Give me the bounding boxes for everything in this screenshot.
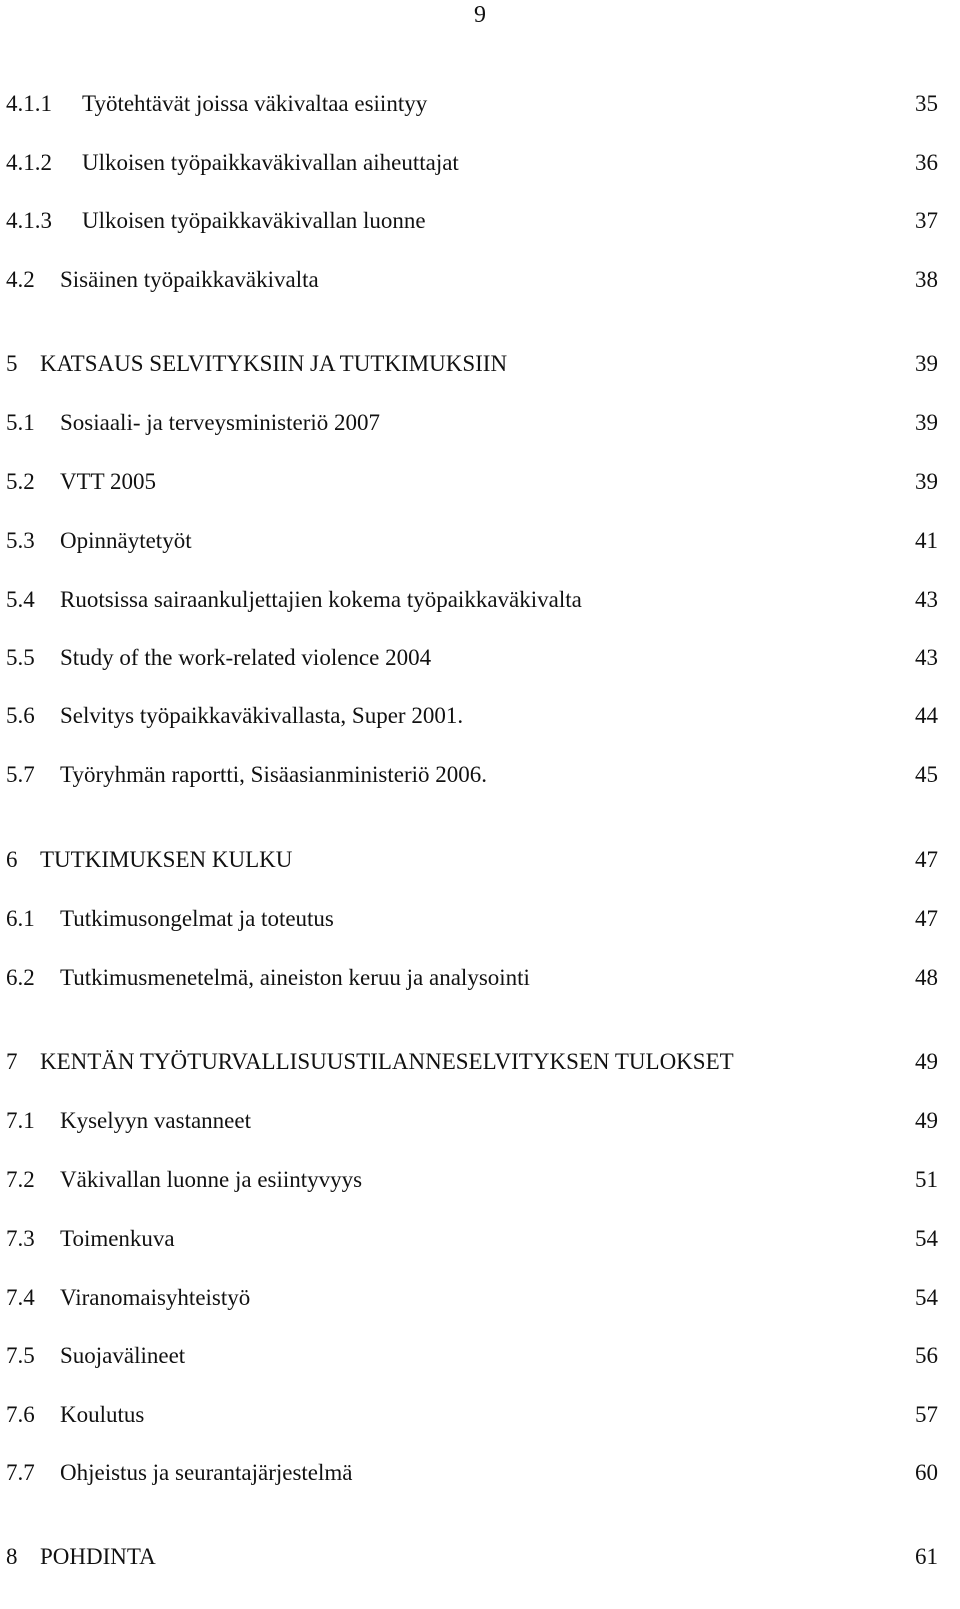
- toc-entry-4-1-1[interactable]: [6, 89, 938, 119]
- toc-entry-title: Tutkimusmenetelmä, aineiston keruu ja analysointi: [60, 965, 530, 990]
- toc-entry-7-2[interactable]: [6, 1165, 938, 1195]
- toc-entry-7[interactable]: [6, 1047, 938, 1077]
- toc-entry-number: 8: [6, 1544, 18, 1569]
- toc-entry-title: Opinnäytetyöt: [60, 528, 192, 553]
- toc-entry-title: KATSAUS SELVITYKSIIN JA TUTKIMUKSIIN: [40, 351, 508, 376]
- toc-entry-5-6[interactable]: [6, 701, 938, 731]
- toc-entry-number: 6.1: [6, 906, 35, 931]
- toc-entry-6-1[interactable]: [6, 904, 938, 934]
- toc-entry-number: 7.6: [6, 1402, 35, 1427]
- toc-entry-7-3[interactable]: [6, 1224, 938, 1254]
- toc-entry-number: 4.1.1: [6, 91, 52, 116]
- toc-entry-5-2[interactable]: [6, 467, 938, 497]
- toc-entry-title: Suojavälineet: [60, 1343, 186, 1368]
- toc-entry-7-5[interactable]: [6, 1341, 938, 1371]
- toc-entry-5-5[interactable]: [6, 643, 938, 673]
- toc-entry-title: Viranomaisyhteistyö: [60, 1285, 251, 1310]
- toc-entry-title: Työryhmän raportti, Sisäasianministeriö 2006.: [60, 762, 488, 787]
- toc-entry-number: 5.5: [6, 645, 35, 670]
- toc-entry-5-7[interactable]: [6, 760, 938, 790]
- toc-entry-5[interactable]: [6, 349, 938, 379]
- toc-entry-page: 48: [915, 965, 938, 990]
- toc-entry-7-6[interactable]: [6, 1400, 938, 1430]
- toc-entry-title: Sisäinen työpaikkaväkivalta: [60, 267, 319, 292]
- toc-entry-page: 47: [915, 906, 938, 931]
- toc-entry-title: Koulutus: [60, 1402, 145, 1427]
- toc-entry-number: 5.6: [6, 703, 35, 728]
- toc-entry-number: 5.3: [6, 528, 35, 553]
- toc-entry-number: 7.1: [6, 1108, 35, 1133]
- toc-entry-page: 37: [915, 208, 938, 233]
- toc-entry-5-3[interactable]: [6, 526, 938, 556]
- toc-entry-title: Ulkoisen työpaikkaväkivallan luonne: [82, 208, 426, 233]
- toc-entry-5-1[interactable]: [6, 408, 938, 438]
- toc-entry-6[interactable]: [6, 845, 938, 875]
- toc-entry-4-1-2[interactable]: [6, 148, 938, 178]
- toc-entry-title: TUTKIMUKSEN KULKU: [40, 847, 293, 872]
- toc-entry-title: Työtehtävät joissa väkivaltaa esiintyy: [82, 91, 428, 116]
- toc-entry-title: KENTÄN TYÖTURVALLISUUSTILANNESELVITYKSEN TULOKSET: [40, 1049, 734, 1074]
- toc-entry-number: 7.7: [6, 1460, 35, 1485]
- toc-entry-page: 39: [915, 410, 938, 435]
- toc-entry-title: Ohjeistus ja seurantajärjestelmä: [60, 1460, 353, 1485]
- toc-entry-page: 61: [915, 1544, 938, 1569]
- toc-entry-title: Ruotsissa sairaankuljettajien kokema työpaikkaväkivalta: [60, 587, 582, 612]
- toc-entry-number: 4.2: [6, 267, 35, 292]
- toc-entry-8[interactable]: [6, 1542, 938, 1572]
- toc-entry-7-4[interactable]: [6, 1283, 938, 1313]
- toc-entry-title: Ulkoisen työpaikkaväkivallan aiheuttajat: [82, 150, 459, 175]
- toc-entry-page: 51: [915, 1167, 938, 1192]
- toc-entry-4-1-3[interactable]: [6, 206, 938, 236]
- toc-entry-number: 5: [6, 351, 18, 376]
- toc-entry-page: 41: [915, 528, 938, 553]
- toc-entry-page: 39: [915, 469, 938, 494]
- toc-entry-5-4[interactable]: [6, 585, 938, 615]
- toc-entry-page: 54: [915, 1285, 938, 1310]
- toc-entry-number: 5.2: [6, 469, 35, 494]
- toc-entry-number: 7.3: [6, 1226, 35, 1251]
- toc-entry-number: 4.1.3: [6, 208, 52, 233]
- toc-entry-number: 7: [6, 1049, 18, 1074]
- toc-entry-page: 38: [915, 267, 938, 292]
- toc-entry-title: POHDINTA: [40, 1544, 156, 1569]
- toc-entry-number: 7.4: [6, 1285, 35, 1310]
- toc-entry-page: 39: [915, 351, 938, 376]
- toc-entry-page: 60: [915, 1460, 938, 1485]
- toc-entry-page: 36: [915, 150, 938, 175]
- toc-entry-page: 47: [915, 847, 938, 872]
- toc-entry-page: 56: [915, 1343, 938, 1368]
- toc-entry-page: 49: [915, 1049, 938, 1074]
- page-number: 9: [474, 2, 486, 28]
- toc-entry-page: 43: [915, 587, 938, 612]
- toc-entry-number: 5.1: [6, 410, 35, 435]
- toc-entry-page: 45: [915, 762, 938, 787]
- toc-entry-title: Väkivallan luonne ja esiintyvyys: [60, 1167, 363, 1192]
- toc-entry-title: Toimenkuva: [60, 1226, 175, 1251]
- toc-entry-page: 57: [915, 1402, 938, 1427]
- toc-entry-number: 5.7: [6, 762, 35, 787]
- toc-entry-number: 5.4: [6, 587, 35, 612]
- toc-entry-page: 43: [915, 645, 938, 670]
- toc-entry-title: Tutkimusongelmat ja toteutus: [60, 906, 334, 931]
- toc-entry-title: Selvitys työpaikkaväkivallasta, Super 2001.: [60, 703, 464, 728]
- toc-entry-title: Kyselyyn vastanneet: [60, 1108, 251, 1133]
- toc-entry-page: 35: [915, 91, 938, 116]
- toc-entry-title: Sosiaali- ja terveysministeriö 2007: [60, 410, 381, 435]
- toc-entry-number: 7.2: [6, 1167, 35, 1192]
- toc-entry-title: Study of the work-related violence 2004: [60, 645, 432, 670]
- toc-entry-page: 54: [915, 1226, 938, 1251]
- toc-entry-6-2[interactable]: [6, 963, 938, 993]
- toc-entry-7-1[interactable]: [6, 1106, 938, 1136]
- toc-entry-number: 7.5: [6, 1343, 35, 1368]
- toc-entry-page: 49: [915, 1108, 938, 1133]
- toc-entry-page: 44: [915, 703, 938, 728]
- toc-entry-number: 6: [6, 847, 18, 872]
- toc-entry-7-7[interactable]: [6, 1458, 938, 1488]
- toc-entry-number: 6.2: [6, 965, 35, 990]
- toc-entry-4-2[interactable]: [6, 265, 938, 295]
- toc-entry-number: 4.1.2: [6, 150, 52, 175]
- toc-entry-title: VTT 2005: [60, 469, 157, 494]
